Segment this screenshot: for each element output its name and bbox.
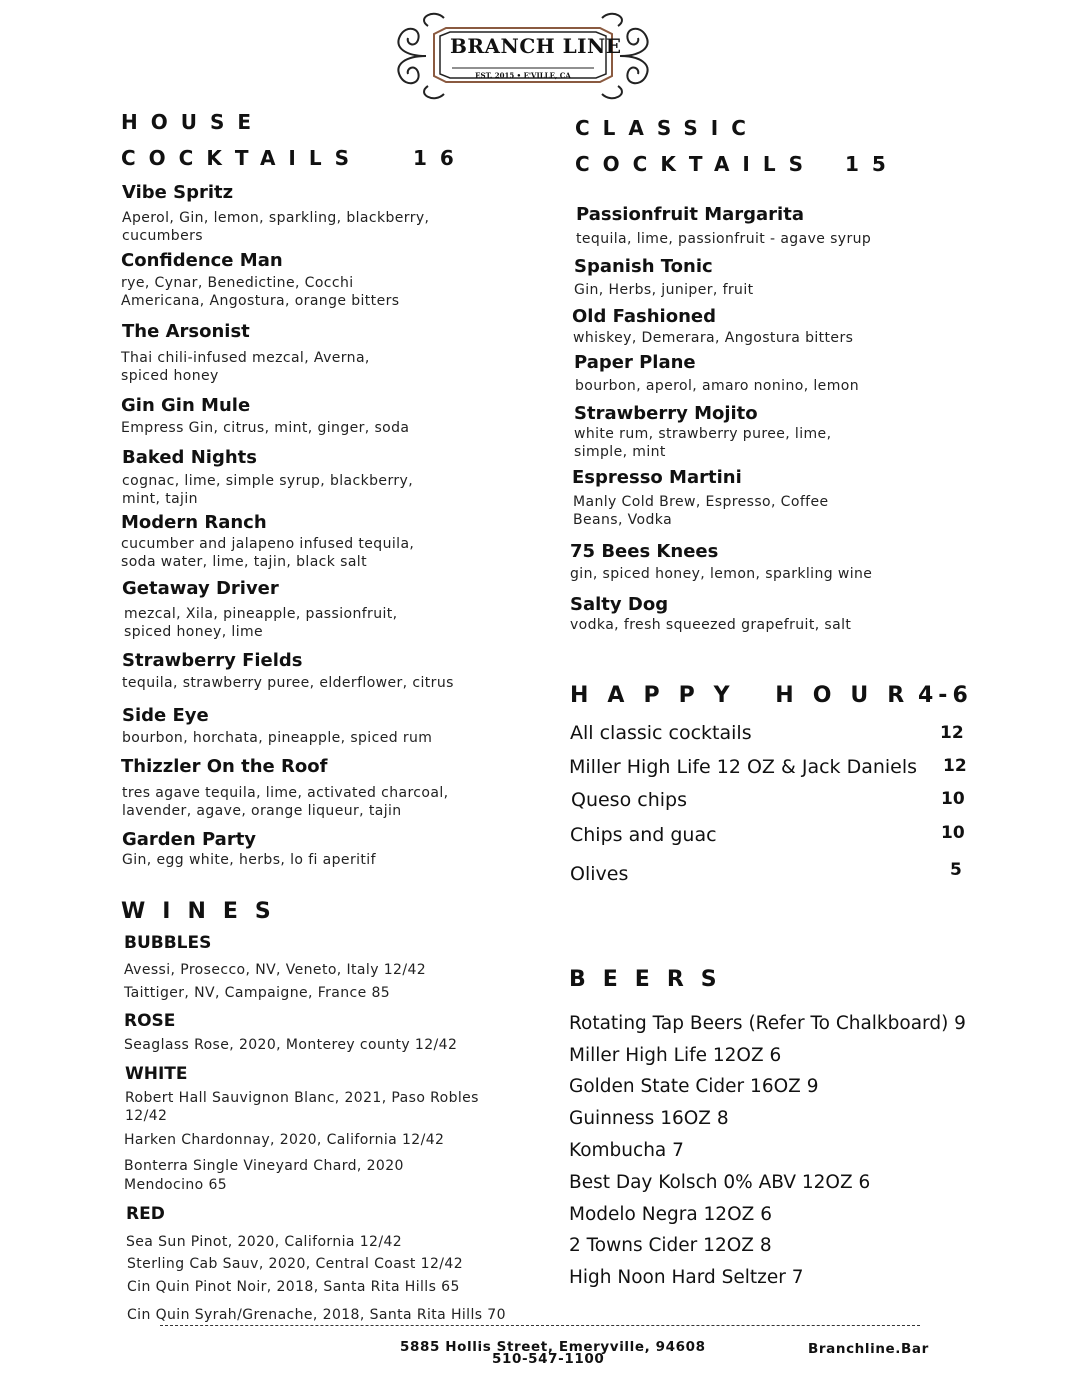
classic-item-desc: gin, spiced honey, lemon, sparkling wine: [570, 566, 873, 582]
happy-hour-title: HAPPY HOUR: [570, 683, 924, 708]
wines-title: WINES: [121, 899, 288, 924]
happy-hour-item: Miller High Life 12 OZ & Jack Daniels: [569, 756, 918, 778]
wine-item: 12/42: [125, 1108, 168, 1124]
classic-item-name: 75 Bees Knees: [570, 541, 719, 562]
classic-title-line2: COCKTAILS: [575, 152, 817, 176]
classic-item-name: Spanish Tonic: [574, 256, 713, 277]
logo-name: BRANCH LINE: [450, 34, 622, 58]
footer-address: 5885 Hollis Street, Emeryville, 94608: [400, 1339, 706, 1355]
house-item-desc: Aperol, Gin, lemon, sparkling, blackberry,: [122, 210, 430, 226]
house-item-name: Gin Gin Mule: [121, 395, 251, 416]
classic-title-line1: CLASSIC: [575, 116, 759, 140]
wine-item: Mendocino 65: [124, 1177, 228, 1193]
house-title-line1: HOUSE: [121, 110, 265, 134]
house-title-line2: COCKTAILS: [121, 146, 363, 170]
footer-phone: 510-547-1100: [492, 1351, 605, 1367]
house-item-desc: Thai chili-infused mezcal, Averna,: [121, 350, 370, 366]
happy-hour-price: 12: [940, 723, 964, 743]
happy-hour-price: 12: [943, 756, 967, 776]
house-item-name: Getaway Driver: [122, 578, 279, 599]
house-item-desc: mint, tajin: [122, 491, 198, 507]
house-item-desc: Empress Gin, citrus, mint, ginger, soda: [121, 420, 410, 436]
house-item-name: Strawberry Fields: [122, 650, 303, 671]
classic-item-desc: tequila, lime, passionfruit - agave syrup: [576, 231, 872, 247]
house-item-name: Vibe Spritz: [122, 182, 234, 203]
happy-hour-item: All classic cocktails: [570, 722, 752, 744]
wine-item: Cin Quin Syrah/Grenache, 2018, Santa Rita Hills 70: [127, 1307, 506, 1323]
logo-est: EST. 2015 • E'VILLE, CA: [475, 71, 571, 80]
wine-group-label: RED: [126, 1204, 165, 1224]
house-item-desc: mezcal, Xila, pineapple, passionfruit,: [124, 606, 398, 622]
classic-item-desc: vodka, fresh squeezed grapefruit, salt: [570, 617, 852, 633]
beer-item: High Noon Hard Seltzer 7: [569, 1267, 804, 1288]
beer-item: Modelo Negra 12OZ 6: [569, 1204, 772, 1225]
beer-item: Golden State Cider 16OZ 9: [569, 1076, 819, 1097]
happy-hour-price: 10: [941, 823, 965, 843]
house-price: 16: [413, 146, 467, 170]
happy-hour-price: 5: [950, 860, 962, 880]
house-item-desc: cucumbers: [122, 228, 203, 244]
classic-price: 15: [845, 152, 899, 176]
wine-item: Taittiger, NV, Campaigne, France 85: [124, 985, 391, 1001]
classic-item-name: Salty Dog: [570, 594, 669, 615]
house-item-name: Modern Ranch: [121, 512, 267, 533]
house-item-desc: lavender, agave, orange liqueur, tajin: [122, 803, 402, 819]
house-item-name: Garden Party: [122, 829, 257, 850]
footer-divider: [160, 1325, 920, 1326]
beer-item: Kombucha 7: [569, 1140, 684, 1161]
house-item-name: Side Eye: [122, 705, 209, 726]
wine-item: Sea Sun Pinot, 2020, California 12/42: [126, 1234, 403, 1250]
wine-group-label: WHITE: [125, 1064, 188, 1084]
classic-item-desc: whiskey, Demerara, Angostura bitters: [573, 330, 854, 346]
happy-hour-item: Queso chips: [571, 789, 687, 811]
house-item-desc: cucumber and jalapeno infused tequila,: [121, 536, 415, 552]
happy-hour-item: Chips and guac: [570, 824, 717, 846]
wine-item: Sterling Cab Sauv, 2020, Central Coast 12/42: [127, 1256, 464, 1272]
wine-group-label: BUBBLES: [124, 933, 212, 953]
wine-item: Avessi, Prosecco, NV, Veneto, Italy 12/42: [124, 962, 427, 978]
classic-item-name: Strawberry Mojito: [574, 403, 758, 424]
beer-item: 2 Towns Cider 12OZ 8: [569, 1235, 772, 1256]
classic-item-desc: Manly Cold Brew, Espresso, Coffee: [573, 494, 829, 510]
classic-item-desc: bourbon, aperol, amaro nonino, lemon: [575, 378, 859, 394]
footer-website[interactable]: Branchline.Bar: [808, 1341, 929, 1357]
wine-item: Cin Quin Pinot Noir, 2018, Santa Rita Hills 65: [127, 1279, 460, 1295]
classic-item-desc: white rum, strawberry puree, lime,: [574, 426, 832, 442]
house-item-name: The Arsonist: [122, 321, 250, 342]
house-item-desc: tres agave tequila, lime, activated charcoal,: [122, 785, 449, 801]
house-item-desc: bourbon, horchata, pineapple, spiced rum: [122, 730, 433, 746]
house-item-desc: Gin, egg white, herbs, lo fi aperitif: [122, 852, 376, 868]
house-item-desc: soda water, lime, tajin, black salt: [121, 554, 367, 570]
house-item-desc: cognac, lime, simple syrup, blackberry,: [122, 473, 414, 489]
house-item-desc: rye, Cynar, Benedictine, Cocchi: [121, 275, 354, 291]
house-item-desc: spiced honey, lime: [124, 624, 264, 640]
wine-item: Bonterra Single Vineyard Chard, 2020: [124, 1158, 404, 1174]
house-item-desc: tequila, strawberry puree, elderflower, citrus: [122, 675, 454, 691]
house-item-name: Confidence Man: [121, 250, 283, 271]
happy-hour-time: 4-6: [918, 683, 973, 708]
house-item-desc: Americana, Angostura, orange bitters: [121, 293, 400, 309]
beers-title: BEERS: [569, 967, 734, 992]
classic-item-desc: Beans, Vodka: [573, 512, 673, 528]
classic-item-desc: simple, mint: [574, 444, 666, 460]
wine-item: Harken Chardonnay, 2020, California 12/42: [124, 1132, 445, 1148]
classic-item-name: Passionfruit Margarita: [576, 204, 804, 225]
classic-item-desc: Gin, Herbs, juniper, fruit: [574, 282, 754, 298]
wine-item: Seaglass Rose, 2020, Monterey county 12/42: [124, 1037, 458, 1053]
beer-item: Miller High Life 12OZ 6: [569, 1045, 782, 1066]
beer-item: Guinness 16OZ 8: [569, 1108, 729, 1129]
wine-group-label: ROSE: [124, 1011, 176, 1031]
happy-hour-price: 10: [941, 789, 965, 809]
classic-item-name: Espresso Martini: [572, 467, 742, 488]
beer-item: Rotating Tap Beers (Refer To Chalkboard) 9: [569, 1013, 966, 1034]
house-item-desc: spiced honey: [121, 368, 219, 384]
happy-hour-item: Olives: [570, 863, 629, 885]
classic-item-name: Paper Plane: [574, 352, 696, 373]
classic-item-name: Old Fashioned: [572, 306, 716, 327]
house-item-name: Thizzler On the Roof: [121, 756, 328, 777]
wine-item: Robert Hall Sauvignon Blanc, 2021, Paso Robles: [125, 1090, 479, 1106]
house-item-name: Baked Nights: [122, 447, 257, 468]
beer-item: Best Day Kolsch 0% ABV 12OZ 6: [569, 1172, 871, 1193]
